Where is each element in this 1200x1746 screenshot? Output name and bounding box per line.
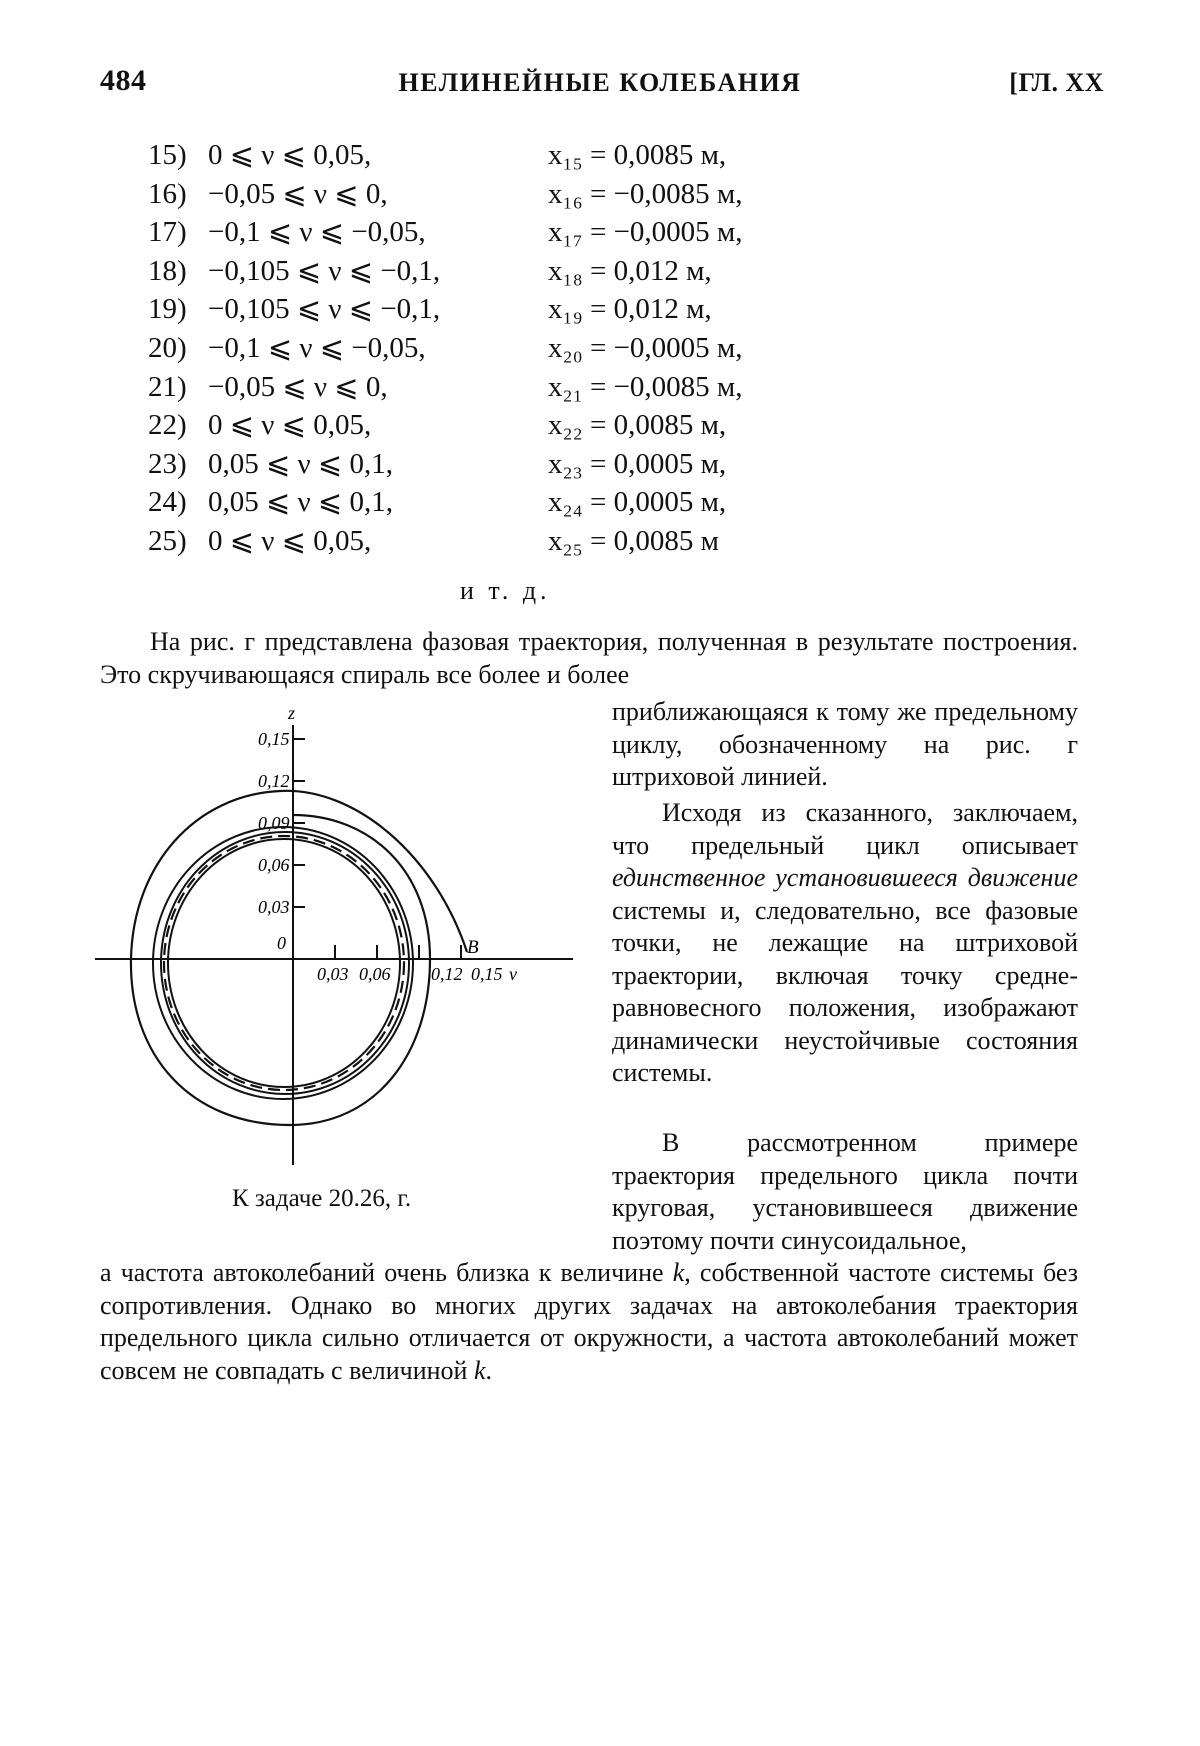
z-tick-marks — [293, 739, 305, 907]
equation-range: −0,1 ⩽ ν ⩽ −0,05, — [208, 331, 426, 364]
paragraph-text: а частота автоколебаний очень близка к величине — [100, 1258, 673, 1287]
equation-result: x₂₁ = −0,0085 м, — [548, 370, 743, 403]
equation-row — [148, 136, 1048, 175]
v-tick-label: 0,06 — [359, 964, 391, 984]
paragraph-limit-cycle — [612, 797, 1078, 1090]
phase-portrait-figure — [95, 705, 575, 1165]
equation-result: x₂₂ = 0,0085 м, — [548, 409, 727, 442]
equation-result: x₁₉ = 0,012 м, — [548, 293, 712, 326]
equation-result: x₁₇ = −0,0005 м, — [548, 216, 743, 249]
equation-range: −0,1 ⩽ ν ⩽ −0,05, — [208, 216, 426, 249]
equation-result: x₁₈ = 0,012 м, — [548, 254, 712, 287]
equation-number: 22) — [148, 409, 187, 442]
chapter-reference: [ГЛ. XX — [1009, 68, 1104, 97]
equation-number: 19) — [148, 293, 187, 326]
paragraph-example: В рассмотренном примере траектория предельного цикла почти круговая, установившееся движение поэтому почти синусоидальное, — [612, 1128, 1078, 1255]
v-tick-marks — [335, 945, 461, 959]
paragraph-text: , собственной частоте системы без сопротивления. Однако во многих других задачах на автоколебания траектория предельного цикла сильно отличается от окружности, а частота автоколебаний может совсем не совпадать с величиной — [100, 1258, 1078, 1385]
v-tick-label: 0,12 — [431, 964, 463, 984]
equation-row — [148, 406, 1048, 445]
equation-range: 0 ⩽ ν ⩽ 0,05, — [208, 524, 372, 557]
equation-number: 25) — [148, 524, 187, 557]
equation-result: x₁₆ = −0,0085 м, — [548, 177, 743, 210]
v-axis-label: ν — [509, 964, 517, 984]
z-tick-label: 0 — [277, 933, 286, 953]
paragraph-example-continued — [100, 1257, 1078, 1387]
paragraph-text: системы и, следовательно, все фазовые точки, не лежащие на штриховой траектории, включая точку средне-равновесного положения, изображают динамически неустойчивые состояния системы. — [612, 895, 1078, 1087]
z-tick-label: 0,03 — [258, 897, 290, 917]
equation-number: 18) — [148, 254, 187, 287]
paragraph-phase-trajectory-continued: приближающаяся к тому же предельному циклу, обозначенному на рис. г штриховой линией. — [612, 697, 1078, 791]
equation-number: 24) — [148, 486, 187, 519]
figure-caption: К задаче 20.26, г. — [232, 1185, 412, 1212]
equation-number: 20) — [148, 331, 187, 364]
equation-row — [148, 329, 1048, 368]
equation-number: 16) — [148, 177, 187, 210]
v-tick-label: 0,03 — [317, 964, 349, 984]
equation-row — [148, 445, 1048, 484]
equation-row — [148, 290, 1048, 329]
equation-number: 17) — [148, 216, 187, 249]
equation-row — [148, 252, 1048, 291]
equation-result: x₂₃ = 0,0005 м, — [548, 447, 727, 480]
paragraph-text: . — [485, 1355, 493, 1385]
symbol-k: k — [473, 1355, 486, 1385]
equation-list — [148, 136, 1048, 561]
z-tick-label: 0,12 — [258, 771, 290, 791]
etc-note: и т. д. — [460, 576, 551, 605]
equation-range: 0 ⩽ ν ⩽ 0,05, — [208, 139, 372, 171]
paragraph-phase-trajectory: На рис. г представлена фазовая траектория, полученная в результате построения. Это скручивающаяся спираль все более и более — [100, 627, 1078, 689]
paragraph-text: Исходя из сказанного, заключаем, что предельный цикл описывает — [612, 798, 1078, 860]
equation-result: x₂₀ = −0,0005 м, — [548, 331, 743, 364]
equation-range: −0,05 ⩽ ν ⩽ 0, — [208, 177, 388, 210]
equation-range: 0,05 ⩽ ν ⩽ 0,1, — [208, 486, 393, 519]
symbol-k: k — [672, 1258, 685, 1287]
equation-row — [148, 483, 1048, 522]
point-b-label: B — [467, 937, 479, 958]
equation-number: 21) — [148, 370, 187, 403]
z-tick-label: 0,09 — [258, 813, 290, 833]
equation-row — [148, 175, 1048, 214]
page-number: 484 — [100, 64, 147, 97]
z-axis-label: z — [288, 705, 296, 723]
equation-result: x₁₅ = 0,0085 м, — [548, 139, 727, 171]
equation-number: 15) — [148, 139, 187, 171]
equation-range: 0,05 ⩽ ν ⩽ 0,1, — [208, 447, 393, 480]
equation-result: x₂₄ = 0,0005 м, — [548, 486, 727, 519]
emphasis-text: единственное установившееся движение — [612, 863, 1078, 892]
equation-row — [148, 213, 1048, 252]
equation-row — [148, 522, 1048, 561]
equation-range: −0,105 ⩽ ν ⩽ −0,1, — [208, 254, 441, 287]
equation-row — [148, 368, 1048, 407]
equation-number: 23) — [148, 447, 187, 480]
v-tick-label: 0,15 — [471, 964, 503, 984]
equation-result: x₂₅ = 0,0085 м — [548, 524, 719, 557]
equation-range: −0,05 ⩽ ν ⩽ 0, — [208, 370, 388, 403]
trajectory-loop — [168, 839, 400, 1087]
equation-range: 0 ⩽ ν ⩽ 0,05, — [208, 409, 372, 442]
equation-range: −0,105 ⩽ ν ⩽ −0,1, — [208, 293, 441, 326]
z-tick-label: 0,15 — [258, 729, 290, 749]
z-tick-label: 0,06 — [258, 855, 290, 875]
running-title: НЕЛИНЕЙНЫЕ КОЛЕБАНИЯ — [398, 68, 802, 97]
